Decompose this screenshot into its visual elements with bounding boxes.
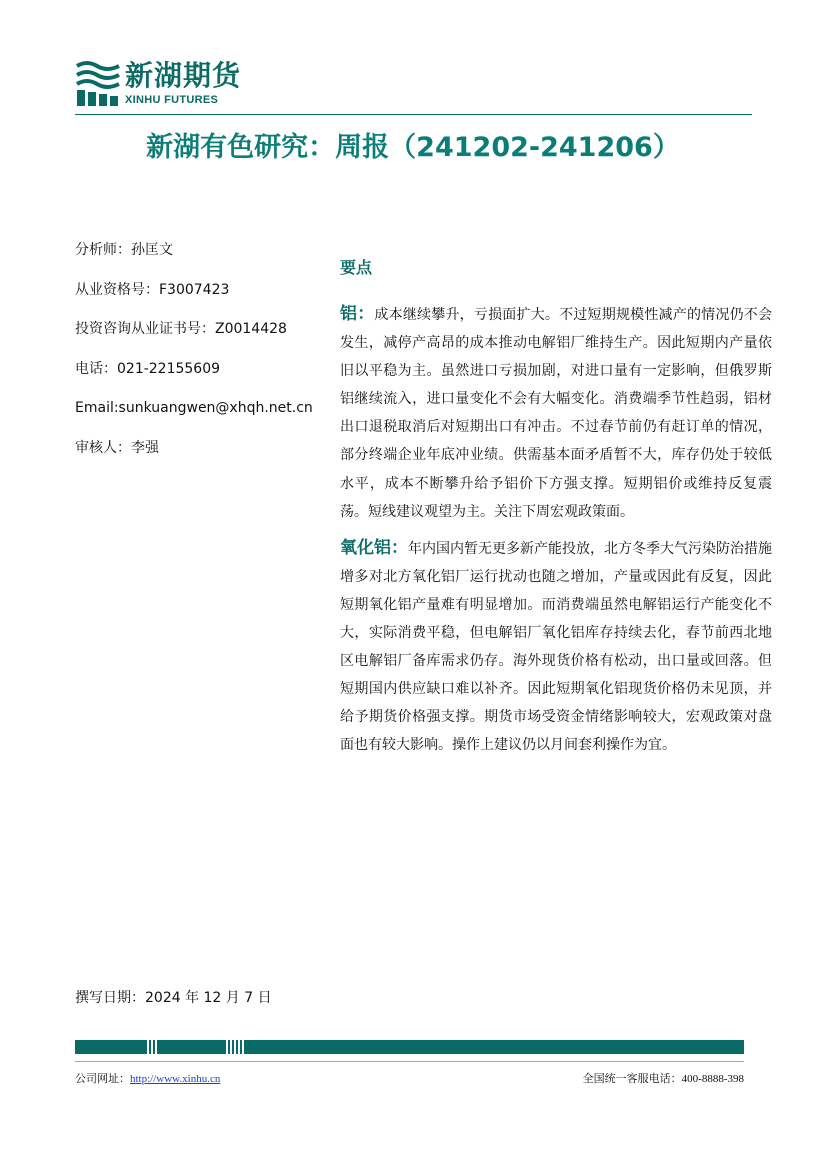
analyst-license: 从业资格号：F3007423: [75, 281, 230, 298]
alumina-text: 年内国内暂无更多新产能投放，北方冬季大气污染防治措施增多对北方氧化铝厂运行扰动也随之增加，产量或因此有反复，因此短期氧化铝产量难有明显增加。而消费端虽然电解铝运行产能变化不大，实际消费平稳，但电解铝厂氧化铝库存持续去化，春节前西北地区电解铝厂备库需求仍存。海外现货价格有松动，出口量或回落。但短期国内供应缺口难以补齐。因此短期氧化铝现货价格仍未见顶，并给予期货价格强支撑。期货市场受资金情绪影响较大，宏观政策对盘面也有较大影响。操作上建议仍以月间套利操作为宜。: [340, 540, 772, 754]
analyst-info: [75, 240, 335, 477]
reviewer-name: 审核人：李强: [75, 439, 159, 456]
website-label: 公司网址：: [75, 1073, 130, 1085]
footer-bar-segment: [228, 1040, 230, 1054]
alumina-paragraph: [340, 534, 772, 760]
website-link[interactable]: http://www.xinhu.cn: [130, 1073, 221, 1085]
footer-hotline: 全国统一客服电话：400-8888-398: [582, 1073, 744, 1085]
key-points-section: [340, 256, 772, 768]
footer-bar-segment: [149, 1040, 151, 1054]
footer-bar-segment: [153, 1040, 155, 1054]
footer-bar-segment: [232, 1040, 234, 1054]
report-title: 新湖有色研究：周报（241202-241206）: [146, 132, 680, 163]
write-date: 撰写日期：2024 年 12 月 7 日: [75, 990, 272, 1006]
company-logo: [75, 58, 245, 108]
header-divider: [75, 114, 752, 115]
footer-divider: [75, 1061, 744, 1062]
key-points-heading: 要点: [340, 258, 373, 277]
footer-website: [75, 1071, 220, 1087]
aluminum-paragraph: [340, 300, 772, 526]
alumina-label: 氧化铝：: [340, 537, 408, 558]
brand-name-en: XINHU FUTURES: [125, 94, 219, 106]
advisor-license: 投资咨询从业证书号：Z0014428: [75, 321, 287, 337]
analyst-phone: 电话：021-22155609: [75, 360, 221, 377]
analyst-email[interactable]: Email:sunkuangwen@xhqh.net.cn: [75, 400, 313, 416]
aluminum-label: 铝：: [340, 304, 375, 324]
footer-bar-segment: [240, 1040, 242, 1054]
aluminum-text: 成本继续攀升，亏损面扩大。不过短期规模性减产的情况仍不会发生，减停产高昂的成本推动电解铝厂维持生产。因此短期内产量依旧以平稳为主。虽然进口亏损加剧，对进口量有一定影响，但俄罗斯铝继续流入，进口量变化不会有大幅变化。消费端季节性趋弱，铝材出口退税取消后对短期出口有冲击。不过春节前仍有赶订单的情况，部分终端企业年底冲业绩。供需基本面矛盾暂不大，库存仍处于较低水平，成本不断攀升给予铝价下方强支撑。短期铝价或维持反复震荡。短线建议观望为主。关注下周宏观政策面。: [340, 307, 773, 520]
analyst-name: 分析师：孙匡文: [75, 242, 173, 258]
footer-bar-segment: [236, 1040, 238, 1054]
brand-name-cn: 新湖期货: [125, 59, 242, 92]
footer-bar-segment: [75, 1040, 147, 1054]
footer-bar-segment: [157, 1040, 226, 1054]
xinhu-wave-logo-icon: [75, 58, 121, 108]
footer-bar-segment: [244, 1040, 744, 1054]
footer-decorative-bar: [75, 1040, 744, 1054]
